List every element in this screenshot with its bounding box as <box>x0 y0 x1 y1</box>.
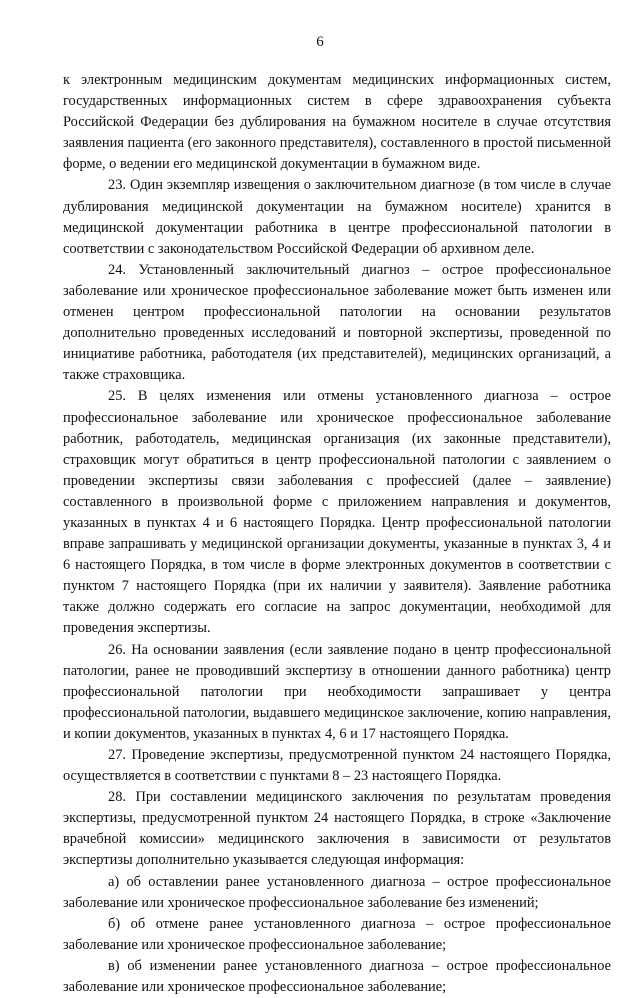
page-number: 6 <box>316 34 324 50</box>
paragraph-28-b: б) об отмене ранее установленного диагноза – острое профессиональное заболевание или хроническое профессиональное заболевание; <box>63 915 611 953</box>
paragraph-27: 27. Проведение экспертизы, предусмотренной пунктом 24 настоящего Порядка, осуществляется в соответствии с пунктами 8 – 23 настоящего Порядка. <box>63 747 611 785</box>
paragraph-24: 24. Установленный заключительный диагноз – острое профессиональное заболевание или хроническое профессиональное заболевание может быть изменен или отменен центром профессиональной патологии на основании результатов дополнительно проведенных исследований и повторной экспертизы, проведенной по инициативе работника, работодателя (их представителей), медицинских организаций, а также страховщика. <box>63 261 611 384</box>
paragraph-26: 26. На основании заявления (если заявление подано в центр профессиональной патологии, ранее не проводивший экспертизу в отношении данного работника) центр профессиональной патологии при необходимости запрашивает у центра профессиональной патологии, выдавшего медицинское заключение, копию направления, и копии документов, указанных в пунктах 4, 6 и 17 настоящего Порядка. <box>63 641 611 742</box>
paragraph-28-a: а) об оставлении ранее установленного диагноза – острое профессиональное заболевание или хроническое профессиональное заболевание без изменений; <box>63 873 611 911</box>
paragraph-23: 23. Один экземпляр извещения о заключительном диагнозе (в том числе в случае дублирования медицинской документации на бумажном носителе) хранится в медицинской документации работника в центре профессиональной патологии в соответствии с законодательством Российской Федерации об архивном деле. <box>63 177 611 257</box>
paragraph-28-v: в) об изменении ранее установленного диагноза – острое профессиональное заболевание или хроническое профессиональное заболевание; <box>63 957 611 996</box>
paragraph-28: 28. При составлении медицинского заключения по результатам проведения экспертизы, предусмотренной пунктом 24 настоящего Порядка, в строке «Заключение врачебной комиссии» медицинского заключения в зависимости от результатов экспертизы дополнительно указывается следующая информация: <box>63 789 611 869</box>
paragraph-25: 25. В целях изменения или отмены установленного диагноза – острое профессиональное заболевание или хроническое профессиональное заболевание работник, работодатель, медицинская организация (их законные представители), страховщик могут обратиться в центр профессиональной патологии с заявлением о проведении экспертизы связи заболевания с профессией (далее – заявление) составленного в произвольной форме с приложением направления и документов, указанных в пунктах 4 и 6 настоящего Порядка. Центр профессиональной патологии вправе запрашивать у медицинской организации документы, указанные в пунктах 3, 4 и 6 настоящего Порядка, в том числе в форме электронных документов в соответствии с пунктом 7 настоящего Порядка (при их наличии у заявителя). Заявление работника также должно содержать его согласие на запрос документации, необходимой для проведения экспертизы. <box>63 388 611 637</box>
paragraph-continuation: к электронным медицинским документам медицинских информационных систем, государственных информационных систем в сфере здравоохранения субъекта Российской Федерации без дублирования на бумажном носителе в случае отсутствия заявления пациента (его законного представителя), составленного в простой письменной форме, о ведении его медицинской документации в бумажном виде. <box>63 72 611 173</box>
document-body <box>63 70 611 998</box>
